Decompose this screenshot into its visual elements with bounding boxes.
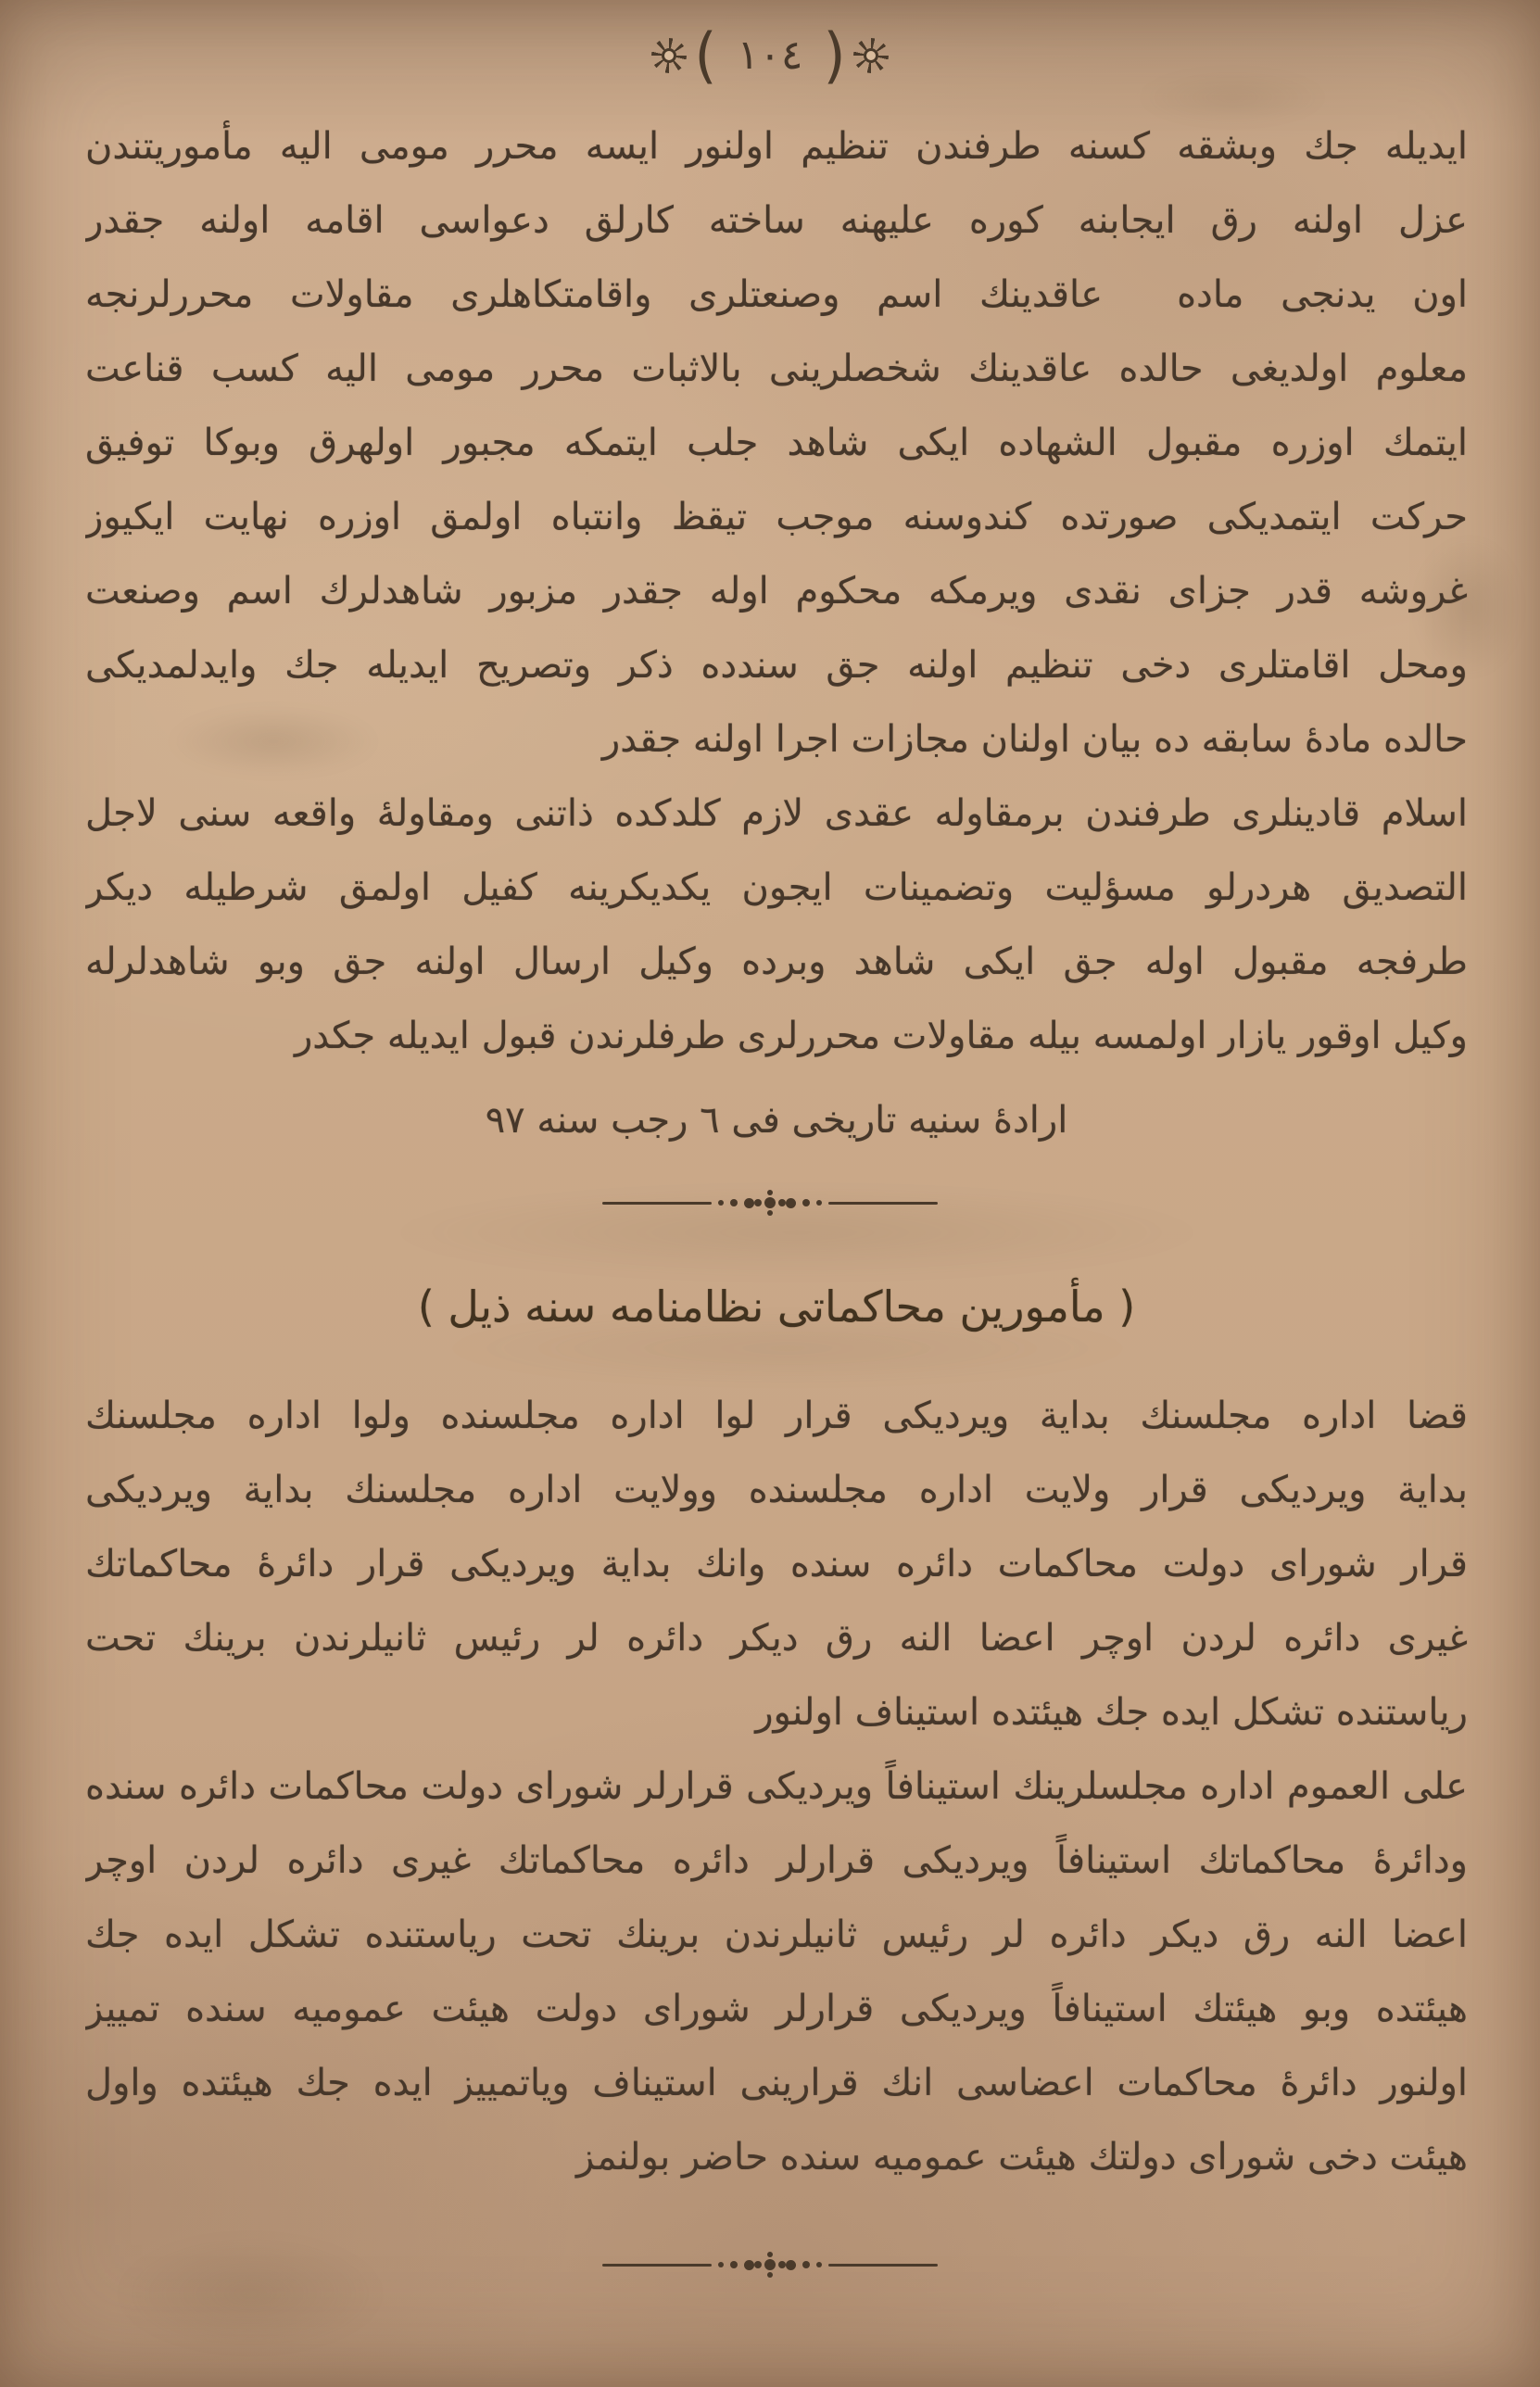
divider-rosette-icon	[764, 1197, 776, 1208]
text-line: ايديله جك وبشقه كسنه طرفندن تنظيم اولنور ايسه محرر مومى اليه مأموريتندن	[85, 125, 1468, 168]
text-line: غروشه قدر جزاى نقدى ويرمكه محكوم اوله جقدر مزبور شاهدلرك اسم وصنعت	[85, 570, 1468, 613]
divider-dot	[816, 2262, 822, 2267]
text-line: التصديق هردرلو مسؤليت وتضمينات ايجون يكديكرينه كفيل اولمق شرطيله ديكر	[85, 866, 1468, 909]
text-line-paragraph-end: رياستنده تشكل ايده جك هيئتده استيناف اولنور	[755, 1691, 1468, 1734]
text-line: اسلام قادينلرى طرفندن برمقاوله عقدى لازم كلدكده ذاتنى ومقاولهٔ واقعه سنى لاجل	[85, 792, 1468, 835]
divider-dot	[786, 1198, 796, 1208]
divider-dot	[744, 2260, 754, 2270]
divider-bar	[828, 1202, 938, 1205]
rosette-ornament-icon	[853, 38, 889, 73]
text-line-paragraph-end: وكيل اوقور يازار اولمسه بيله مقاولات محررلرى طرفلرندن قبول ايديله جكدر	[294, 1015, 1468, 1057]
divider-dot	[730, 2261, 738, 2268]
section-heading: ( مأمورين محاكماتى نظامنامه سنه ذيل )	[417, 1282, 1136, 1332]
divider-bar	[828, 2264, 938, 2267]
text-line: على العموم اداره مجلسلرينك استينافاً ويرديكى قرارلر شوراى دولت محاكمات دائره سنده	[85, 1765, 1468, 1808]
divider-dot	[786, 2260, 796, 2270]
section-divider-ornament	[602, 1197, 938, 1208]
divider-dot	[744, 1198, 754, 1208]
divider-dot	[816, 1200, 822, 1206]
page-number: ١٠٤	[737, 32, 803, 79]
divider-bar	[602, 2264, 712, 2267]
text-line: هيئتده وبو هيئتك استينافاً ويرديكى قرارلر شوراى دولت هيئت عموميه سنده تمييز	[85, 1988, 1468, 2030]
text-line: عزل اولنه رق ايجابنه كوره عليهنه ساخته كارلق دعواسى اقامه اولنه جقدر	[85, 199, 1468, 242]
header-paren-open: (	[694, 19, 717, 91]
irade-date-line: ارادهٔ سنيه تاريخى فى ٦ رجب سنه ٩٧	[485, 1099, 1068, 1142]
divider-rosette-icon	[764, 2259, 776, 2270]
page-header	[0, 19, 1540, 91]
divider-dot	[802, 2261, 810, 2268]
text-line: غيرى دائره لردن اوچر اعضا النه رق ديكر دائره لر رئيس ثانيلرندن برينك تحت	[85, 1617, 1468, 1660]
text-line: ايتمك اوزره مقبول الشهاده ايكى شاهد جلب ايتمكه مجبور اولهرق وبوكا توفيق	[85, 422, 1468, 464]
text-line: قرار شوراى دولت محاكمات دائره سنده وانك بداية ويرديكى قرار دائرهٔ محاكماتك	[85, 1543, 1468, 1585]
rosette-ornament-icon	[651, 38, 687, 73]
intro-text-block	[85, 109, 1468, 1073]
text-line: معلوم اولديغى حالده عاقدينك شخصلرينى بالاثبات محرر مومى اليه كسب قناعت	[85, 347, 1468, 390]
divider-dot	[718, 1200, 724, 1206]
text-line-article-start: اون يدنجى ماده عاقدينك اسم وصنعتلرى واقامتكاهلرى مقاولات محررلرنجه	[85, 273, 1468, 316]
text-line-paragraph-end: هيئت دخى شوراى دولتك هيئت عموميه سنده حاضر بولنمز	[576, 2136, 1468, 2179]
text-line: قضا اداره مجلسنك بداية ويرديكى قرار لوا اداره مجلسنده ولوا اداره مجلسنك	[85, 1395, 1468, 1437]
divider-dot	[718, 2262, 724, 2267]
text-line-paragraph-end: حالده مادهٔ سابقه ده بيان اولنان مجازات اجرا اولنه جقدر	[601, 718, 1468, 761]
text-line: طرفجه مقبول اوله جق ايكى شاهد وبرده وكيل ارسال اولنه جق وبو شاهدلرله	[85, 941, 1468, 983]
appendix-text-block	[85, 1379, 1468, 2194]
header-paren-close: )	[823, 19, 846, 91]
text-line: ومحل اقامتلرى دخى تنظيم اولنه جق سندده ذكر وتصريح ايديله جك وايدلمديكى	[85, 644, 1468, 687]
bleed-through-stain	[56, 2205, 445, 2381]
divider-dot	[802, 1199, 810, 1206]
divider-bar	[602, 1202, 712, 1205]
text-line: اولنور دائرهٔ محاكمات اعضاسى انك قرارينى استيناف وياتمييز ايده جك هيئتده واول	[85, 2062, 1468, 2104]
divider-dot	[730, 1199, 738, 1206]
page-end-divider-ornament	[602, 2259, 938, 2270]
text-line: حركت ايتمديكى صورتده كندوسنه موجب تيقظ وانتباه اولمق اوزره نهايت ايكيوز	[85, 496, 1468, 538]
text-line: ودائرهٔ محاكماتك استينافاً ويرديكى قرارلر دائره محاكماتك غيرى دائره لردن اوچر	[85, 1839, 1468, 1882]
text-line: بداية ويرديكى قرار ولايت اداره مجلسنده وولايت اداره مجلسنك بداية ويرديكى	[85, 1469, 1468, 1511]
text-line: اعضا النه رق ديكر دائره لر رئيس ثانيلرندن برينك تحت رياستنده تشكل ايده جك	[85, 1913, 1468, 1956]
